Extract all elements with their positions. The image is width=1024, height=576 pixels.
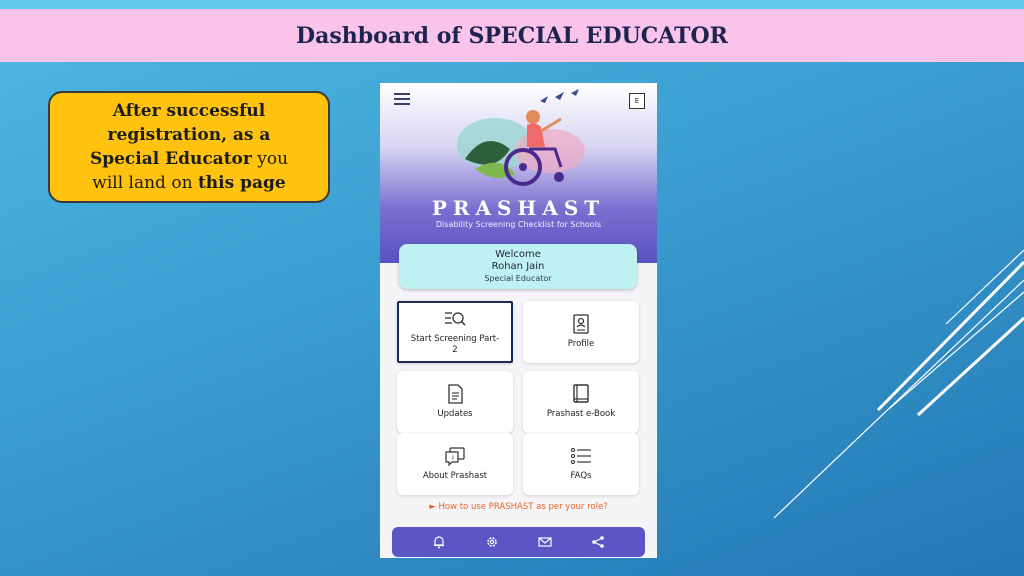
- callout-text: [90, 99, 288, 195]
- welcome-user-name: Rohan Jain: [491, 261, 545, 272]
- share-icon[interactable]: [591, 535, 605, 549]
- how-to-use-link[interactable]: ► How to use PRASHAST as per your role?: [429, 502, 608, 512]
- document-icon: [444, 384, 466, 404]
- gear-icon[interactable]: [485, 535, 499, 549]
- app-subtitle: Disability Screening Checklist for Schools: [435, 220, 602, 229]
- profile-card-icon: [570, 314, 592, 334]
- book-icon: [570, 384, 592, 404]
- welcome-card: [399, 244, 637, 289]
- bottom-navigation: [392, 527, 645, 557]
- tile-start-screening[interactable]: [397, 301, 513, 363]
- mail-icon[interactable]: [538, 535, 552, 549]
- welcome-greeting: Welcome: [495, 249, 541, 260]
- tile-about[interactable]: [397, 433, 513, 495]
- tile-label: FAQs: [570, 471, 592, 481]
- tile-updates[interactable]: [397, 371, 513, 433]
- svg-text:i: i: [452, 454, 454, 462]
- info-chat-icon: [444, 446, 466, 466]
- tile-label: Start Screening Part-2: [410, 333, 500, 355]
- info-callout: [48, 91, 330, 203]
- list-icon: [570, 446, 592, 466]
- slide-title: Dashboard of SPECIAL EDUCATOR: [296, 22, 728, 49]
- tile-label: About Prashast: [422, 471, 488, 481]
- wheelchair-illustration: [455, 89, 595, 194]
- callout-emphasis: this page: [197, 173, 286, 193]
- tile-faqs[interactable]: [523, 433, 639, 495]
- callout-role: Special Educator: [89, 149, 252, 169]
- tile-ebook[interactable]: [523, 371, 639, 433]
- callout-line-3: you: [251, 149, 289, 169]
- tile-label: Prashast e-Book: [546, 409, 616, 419]
- callout-line-4: will land on: [92, 173, 198, 193]
- decorative-lines: [760, 240, 1024, 530]
- bell-icon[interactable]: [432, 535, 446, 549]
- language-toggle-icon[interactable]: E: [629, 93, 645, 109]
- app-screenshot: [380, 83, 657, 558]
- welcome-role: Special Educator: [484, 274, 552, 283]
- callout-line-1: After successful: [112, 101, 266, 121]
- tile-profile[interactable]: [523, 301, 639, 363]
- top-accent-strip: [0, 0, 1024, 9]
- tile-label: Profile: [567, 339, 595, 349]
- search-list-icon: [444, 309, 466, 329]
- callout-line-2: registration, as a: [107, 125, 271, 145]
- slide-title-bar: [0, 9, 1024, 62]
- app-name: PRASHAST: [431, 196, 606, 220]
- tile-label: Updates: [437, 409, 473, 419]
- app-header: [380, 83, 657, 263]
- menu-icon[interactable]: [394, 93, 410, 108]
